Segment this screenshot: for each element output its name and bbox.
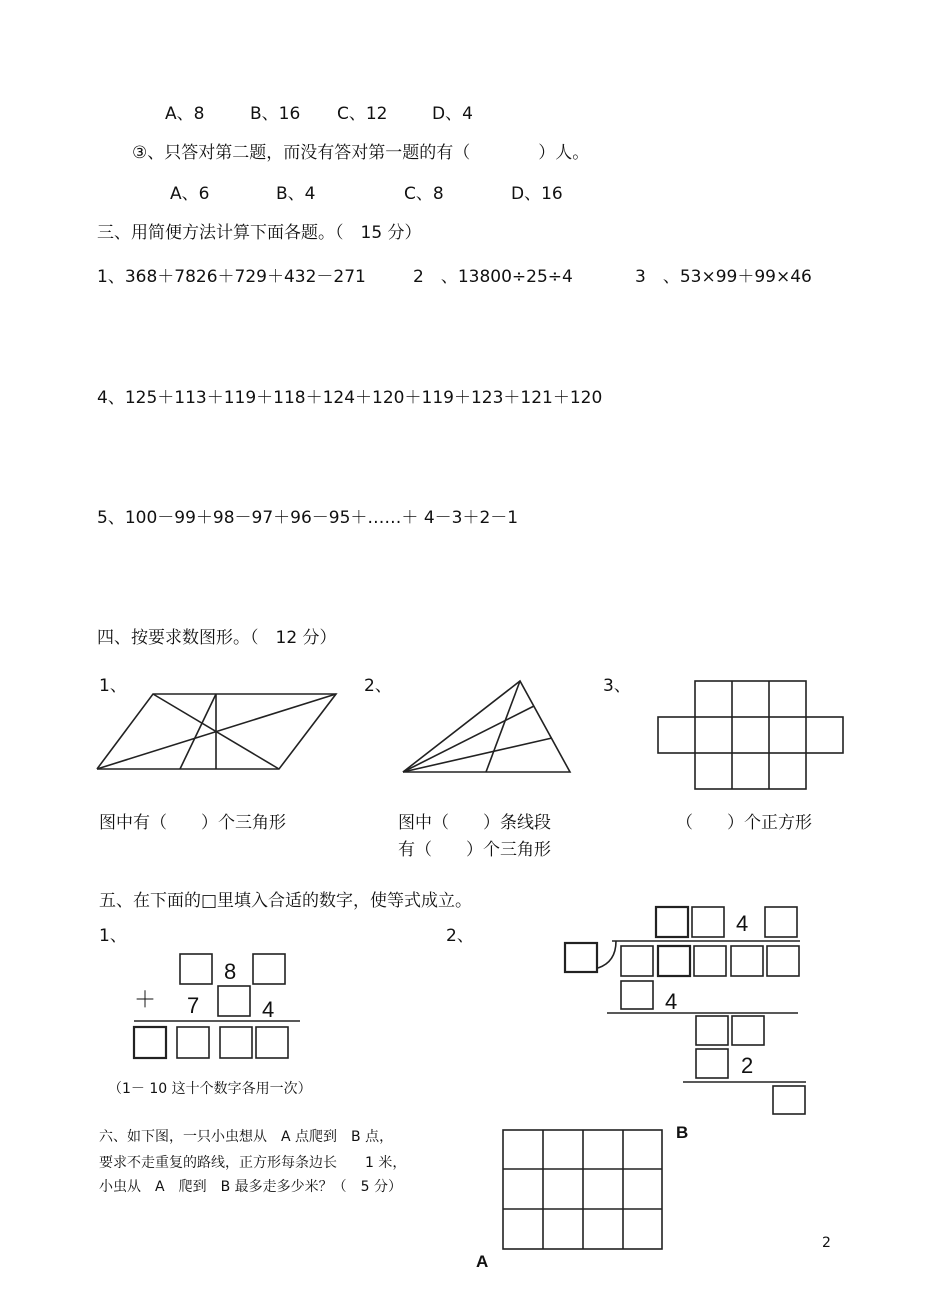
option-d-3: D、16 (511, 184, 563, 204)
option-a-3: A、6 (170, 184, 210, 204)
page-number: 2 (822, 1235, 831, 1251)
figure-1-answer: 图中有（ ）个三角形 (99, 813, 286, 833)
problem-4: 4、125＋113＋119＋118＋124＋120＋119＋123＋121＋120 (97, 388, 603, 408)
section-6-line1: 六、如下图，一只小虫想从 A 点爬到 B 点， (99, 1129, 394, 1145)
problem-3: 3 、53×99＋99×46 (635, 267, 812, 287)
option-c-3: C、8 (404, 184, 444, 204)
digit-4-addition: 4 (262, 997, 275, 1022)
digit-7: 7 (187, 993, 200, 1018)
section-5-title: 五、在下面的□里填入合适的数字，使等式成立。 (99, 891, 473, 911)
figure-3-number: 3、 (603, 676, 631, 696)
path-grid (503, 1130, 662, 1249)
point-b-label: B (676, 1123, 689, 1142)
option-b-prev: B、16 (250, 104, 301, 124)
puzzle-2-number: 2、 (446, 926, 474, 946)
option-a-prev: A、8 (165, 104, 205, 124)
question-3: ③、只答对第二题，而没有答对第一题的有（ ）人。 (132, 143, 590, 163)
subtrahend-digit-4: 4 (665, 989, 678, 1014)
figure-2-triangle (403, 681, 570, 772)
option-b-3: B、4 (276, 184, 316, 204)
option-c-prev: C、12 (337, 104, 388, 124)
quotient-digit-4: 4 (736, 911, 749, 936)
figure-3-squares (658, 681, 843, 789)
point-a-label: A (476, 1252, 489, 1271)
section-6-line2: 要求不走重复的路线，正方形每条边长 1 米， (99, 1155, 407, 1171)
figure-2-number: 2、 (364, 676, 392, 696)
puzzle-1-boxes (134, 954, 300, 1058)
problem-2: 2 、13800÷25÷4 (413, 267, 573, 287)
digit-8: 8 (224, 959, 237, 984)
option-d-prev: D、4 (432, 104, 473, 124)
section-6-line3: 小虫从 A 爬到 B 最多走多少米？（ 5 分） (99, 1179, 402, 1195)
figure-2-answer-line2: 有（ ）个三角形 (398, 840, 551, 860)
remainder-digit-2: 2 (741, 1053, 754, 1078)
figure-1-parallelogram (97, 694, 336, 769)
puzzle-2-boxes (565, 907, 806, 1114)
digits-note: （1－ 10 这十个数字各用一次） (108, 1081, 312, 1097)
figure-3-answer: （ ）个正方形 (676, 813, 812, 833)
plus-sign: ＋ (134, 987, 157, 1012)
section-4-title: 四、按要求数图形。（ 12 分） (97, 628, 337, 648)
problem-5: 5、100－99＋98－97＋96－95＋……＋ 4－3＋2－1 (97, 508, 519, 528)
figure-1-number: 1、 (99, 676, 127, 696)
section-3-title: 三、用简便方法计算下面各题。（ 15 分） (97, 223, 422, 243)
puzzle-1-number: 1、 (99, 926, 127, 946)
problem-1: 1、368＋7826＋729＋432－271 (97, 267, 366, 287)
figure-2-answer-line1: 图中（ ）条线段 (398, 813, 551, 833)
